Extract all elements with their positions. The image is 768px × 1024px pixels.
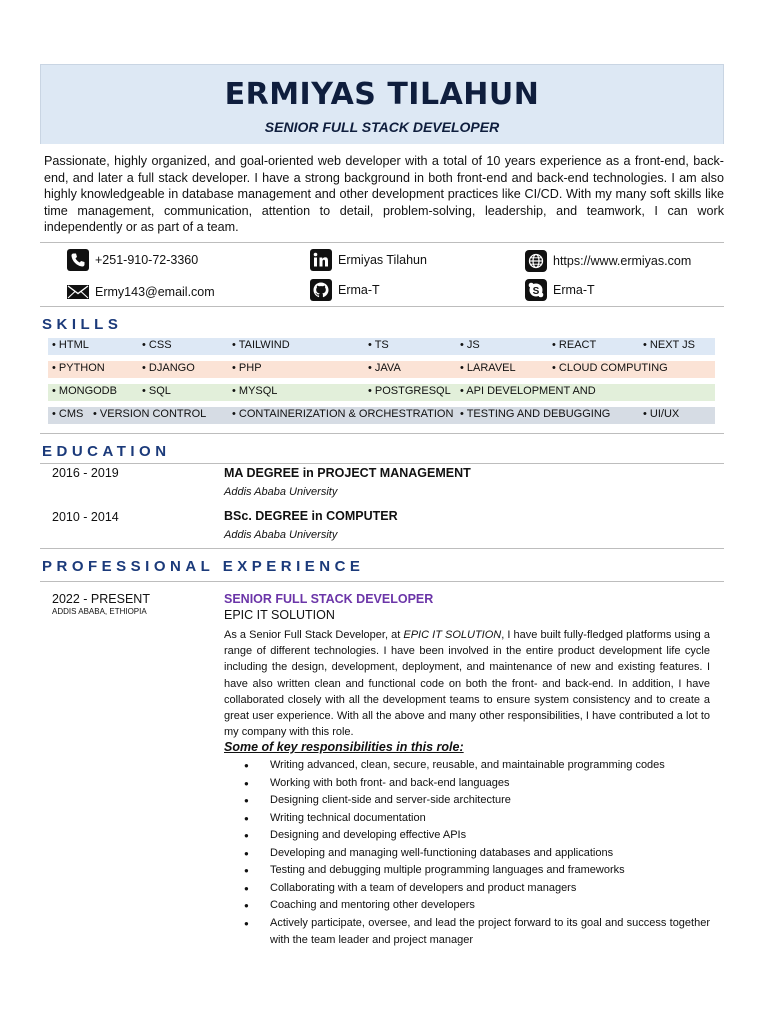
skill-tag: • UI/UX xyxy=(643,408,680,420)
candidate-name: ERMIYAS TILAHUN xyxy=(224,77,540,112)
skill-tag: • REACT xyxy=(552,339,597,351)
list-item: ● Developing and managing well-functioning databases and applications xyxy=(244,845,710,863)
skill-tag: • MONGODB xyxy=(52,385,117,397)
section-title-experience: PROFESSIONAL EXPERIENCE xyxy=(42,558,365,575)
list-item: ● Designing client-side and server-side architecture xyxy=(244,792,710,810)
contact-linkedin[interactable] xyxy=(310,249,427,271)
education-years: 2016 - 2019 xyxy=(52,466,119,480)
skill-tag: • CSS xyxy=(142,339,172,351)
list-item: ● Designing and developing effective APIs xyxy=(244,827,710,845)
description-text: , I have built fully-fledged platforms using a range of different technologies. I have been involved in the entire product development life cycle including the design, development, deployment, and maintenance of new and existing features. I have also written clean and functional code on both the front- and back-end. In addition, I have collaborated closely with all the development teams to ensure system consistency and to create a great user experience. With all the above and many other responsibilities, I have contributed a lot to my company with this role. xyxy=(224,629,710,739)
skills-row-2 xyxy=(48,361,715,378)
contact-phone[interactable] xyxy=(67,249,198,271)
list-item: ● Testing and debugging multiple programming languages and frameworks xyxy=(244,862,710,880)
skill-tag: • DJANGO xyxy=(142,362,195,374)
responsibilities-list xyxy=(244,757,710,950)
skill-tag: • SQL xyxy=(142,385,171,397)
phone-number: +251-910-72-3360 xyxy=(95,253,199,267)
experience-years: 2022 - PRESENT xyxy=(52,592,150,606)
skill-tag: • JS xyxy=(460,339,480,351)
phone-icon xyxy=(67,249,89,271)
experience-role: SENIOR FULL STACK DEVELOPER xyxy=(224,592,434,606)
contact-email[interactable] xyxy=(67,281,215,303)
skill-tag: • MYSQL xyxy=(232,385,278,397)
email-address: Ermy143@email.com xyxy=(95,285,215,299)
responsibilities-heading: Some of key responsibilities in this role: xyxy=(224,740,464,754)
list-item: ● Collaborating with a team of developers and product managers xyxy=(244,880,710,898)
section-title-education: EDUCATION xyxy=(42,443,171,460)
description-text: As a Senior Full Stack Developer, at xyxy=(224,629,404,641)
resume-header xyxy=(40,64,724,144)
contact-github[interactable] xyxy=(310,279,380,301)
skill-tag: • CLOUD COMPUTING xyxy=(552,362,668,374)
skills-row-3 xyxy=(48,384,715,401)
education-university: Addis Ababa University xyxy=(224,486,338,498)
skill-tag: • TAILWIND xyxy=(232,339,290,351)
education-university: Addis Ababa University xyxy=(224,529,338,541)
skype-icon xyxy=(525,279,547,301)
skype-username: Erma-T xyxy=(553,283,595,297)
experience-description xyxy=(224,627,710,740)
skills-row-1 xyxy=(48,338,715,355)
skill-tag: • HTML xyxy=(52,339,89,351)
list-item: ● Working with both front- and back-end languages xyxy=(244,775,710,793)
education-years: 2010 - 2014 xyxy=(52,510,119,524)
divider xyxy=(40,242,724,243)
github-username: Erma-T xyxy=(338,283,380,297)
section-title-skills: SKILLS xyxy=(42,316,123,333)
divider xyxy=(40,548,724,549)
description-company: EPIC IT SOLUTION xyxy=(403,629,502,641)
skill-tag: • TESTING AND DEBUGGING xyxy=(460,408,611,420)
list-item: ● Actively participate, oversee, and lead the project forward to its goal and success together with the team leader and project manager xyxy=(244,915,710,950)
skills-row-4 xyxy=(48,407,715,424)
experience-company: EPIC IT SOLUTION xyxy=(224,608,335,622)
linkedin-icon xyxy=(310,249,332,271)
divider xyxy=(40,306,724,307)
globe-icon xyxy=(525,250,547,272)
skill-tag: • NEXT JS xyxy=(643,339,695,351)
skill-tag: • TS xyxy=(368,339,389,351)
skill-tag: • PHP xyxy=(232,362,262,374)
skill-tag: • CONTAINERIZATION & ORCHESTRATION xyxy=(232,408,454,420)
contact-website[interactable] xyxy=(525,250,691,272)
skill-tag: • CMS xyxy=(52,408,84,420)
list-item: ● Coaching and mentoring other developers xyxy=(244,897,710,915)
divider xyxy=(40,463,724,464)
profile-summary: Passionate, highly organized, and goal-oriented web developer with a total of 10 years experience as a front-end, back-end, and later a full stack developer. I have a strong background in both front-end and back-end technologies. I am also highly knowledgeable in database management and other development practices like CI/CD. With my many soft skills like time management, communication, attention to detail, problem-solving, leadership, and teamwork, I can work independently or as part of a team. xyxy=(44,154,724,234)
skill-tag: • JAVA xyxy=(368,362,401,374)
divider xyxy=(40,581,724,582)
envelope-icon xyxy=(67,281,89,303)
education-degree: MA DEGREE in PROJECT MANAGEMENT xyxy=(224,466,471,480)
job-title: SENIOR FULL STACK DEVELOPER xyxy=(264,119,500,135)
skill-tag: • POSTGRESQL xyxy=(368,385,451,397)
contact-skype[interactable] xyxy=(525,279,595,301)
svg-text:S: S xyxy=(532,285,540,297)
skill-tag: • PYTHON xyxy=(52,362,105,374)
skill-tag: • API DEVELOPMENT AND xyxy=(460,385,596,397)
github-icon xyxy=(310,279,332,301)
divider xyxy=(40,433,724,434)
list-item: ● Writing advanced, clean, secure, reusable, and maintainable programming codes xyxy=(244,757,710,775)
website-url: https://www.ermiyas.com xyxy=(553,254,692,268)
list-item: ● Writing technical documentation xyxy=(244,810,710,828)
skill-tag: • LARAVEL xyxy=(460,362,516,374)
experience-location: ADDIS ABABA, ETHIOPIA xyxy=(52,607,147,616)
skill-tag: • VERSION CONTROL xyxy=(93,408,207,420)
education-degree: BSc. DEGREE in COMPUTER xyxy=(224,509,398,523)
linkedin-name: Ermiyas Tilahun xyxy=(338,253,427,267)
